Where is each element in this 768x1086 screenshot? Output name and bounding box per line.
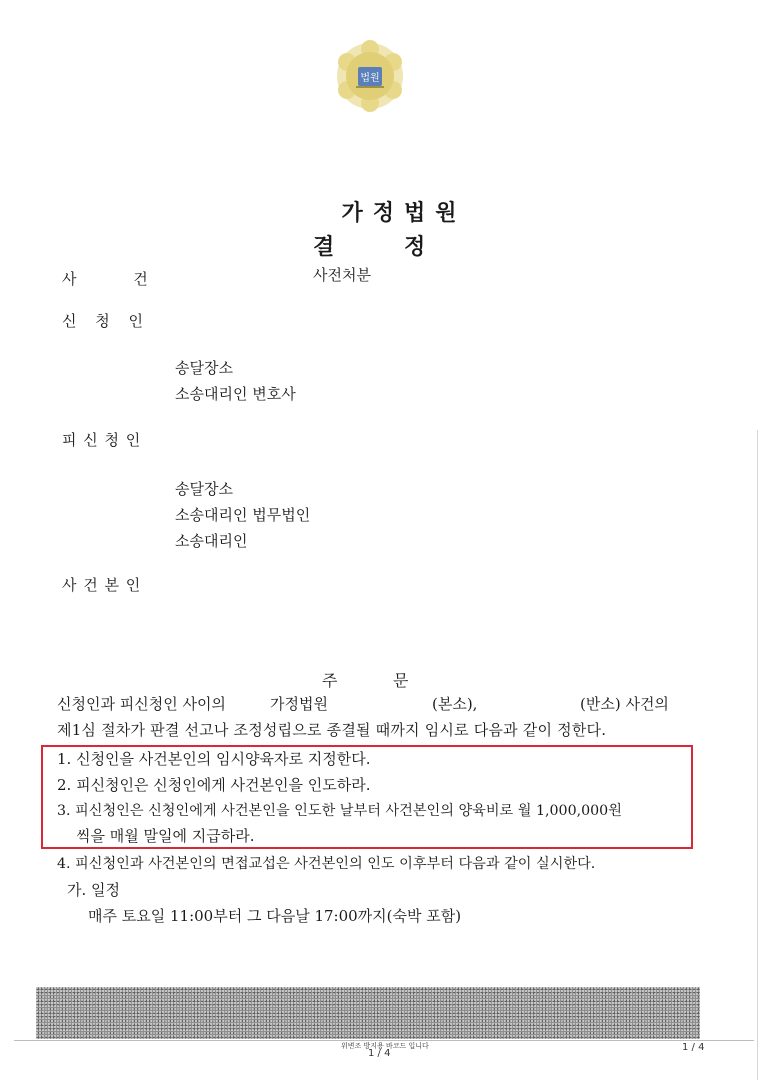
- decision-title-right: 정: [404, 234, 426, 260]
- order-item-1: 1. 신청인을 사건본인의 임시양육자로 지정한다.: [57, 750, 371, 768]
- order-item-4: 4. 피신청인과 사건본인의 면접교섭은 사건본인의 인도 이후부터 다음과 같이 실시한다.: [57, 856, 596, 872]
- case-value: 사전처분: [313, 266, 371, 284]
- applicant-agent: 소송대리인 변호사: [175, 385, 296, 403]
- applicant-label: 신 청 인: [62, 312, 144, 330]
- order-intro-1b: 가정법원: [270, 695, 328, 713]
- scan-edge-line: [757, 430, 758, 1080]
- order-title-right: 문: [393, 671, 409, 690]
- footer-anti-forgery-text: 위변조 방지용 바코드 입니다: [341, 1042, 429, 1050]
- subject-label: 사 건 본 인: [62, 576, 141, 594]
- court-name: 가정법원: [341, 200, 467, 226]
- order-sub-a-text: 매주 토요일 11:00부터 그 다음날 17:00까지(숙박 포함): [88, 907, 462, 925]
- applicant-address-label: 송달장소: [175, 359, 233, 377]
- decision-title-left: 결: [313, 234, 335, 260]
- case-label: 사 건: [62, 270, 148, 288]
- respondent-agent-firm: 소송대리인 법무법인: [175, 506, 311, 524]
- footer-page-center: 1 / 4: [368, 1048, 391, 1059]
- order-intro-2: 제1심 절차가 판결 선고나 조정성립으로 종결될 때까지 임시로 다음과 같이 정한다.: [57, 721, 607, 739]
- order-intro-1d: (반소) 사건의: [580, 695, 669, 713]
- anti-forgery-barcode: [36, 987, 700, 1039]
- respondent-agent: 소송대리인: [175, 532, 248, 550]
- footer-page-right: 1 / 4: [682, 1042, 705, 1053]
- order-sub-a-label: 가. 일정: [67, 881, 121, 899]
- order-item-3-line-1: 3. 피신청인은 신청인에게 사건본인을 인도한 날부터 사건본인의 양육비로 월 1,000,000원: [57, 803, 622, 819]
- emblem-text: 법원: [360, 73, 380, 84]
- respondent-label: 피 신 청 인: [62, 431, 141, 449]
- respondent-address-label: 송달장소: [175, 480, 233, 498]
- order-intro-1c: (본소),: [432, 695, 478, 713]
- order-title-left: 주: [322, 671, 338, 690]
- order-item-3-line-2: 씩을 매월 말일에 지급하라.: [76, 827, 255, 845]
- order-item-2: 2. 피신청인은 신청인에게 사건본인을 인도하라.: [57, 776, 371, 794]
- order-intro-1a: 신청인과 피신청인 사이의: [57, 695, 226, 713]
- court-emblem-logo: [334, 40, 406, 112]
